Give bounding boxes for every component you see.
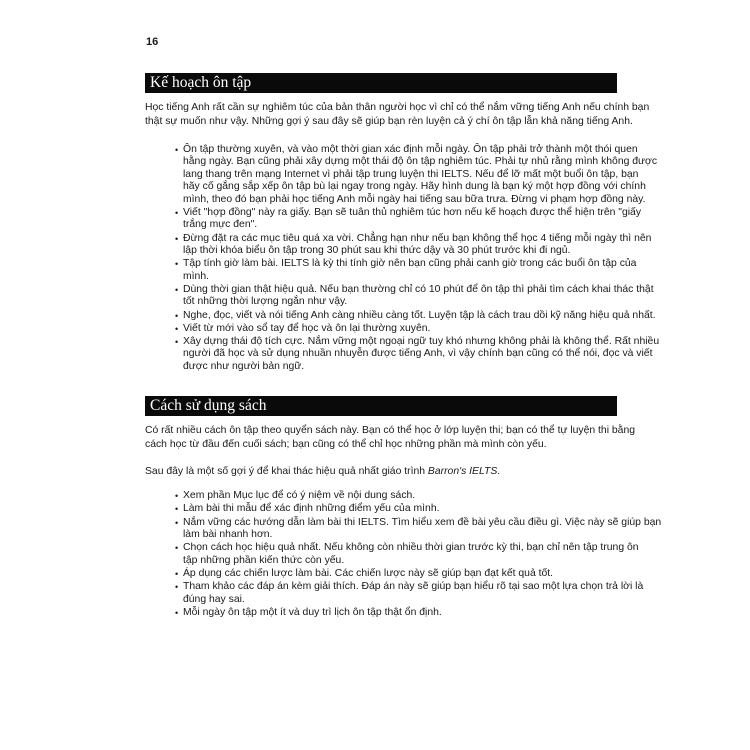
text-line: Xây dựng thái độ tích cực. Nắm vững một ngoại ngữ tuy khó nhưng không phải là không thể. Rất nhiều bbox=[183, 336, 660, 348]
bullet-icon: • bbox=[175, 284, 179, 295]
list-item bbox=[175, 206, 642, 232]
section-heading-how-to-use: Cách sử dụng sách bbox=[145, 396, 617, 416]
list-item bbox=[175, 568, 617, 580]
bullet-icon: • bbox=[175, 233, 179, 244]
list-item bbox=[175, 232, 652, 258]
text-line: Viết từ mới vào sổ tay để học và ôn lại thường xuyên. bbox=[183, 322, 431, 334]
text-line: mình, theo đó bạn phải học tiếng Anh mỗi ngày hai tiếng sau bữa trưa. Đừng vi phạm hợp đồng này. bbox=[183, 193, 646, 205]
section-heading-review-plan: Kế hoạch ôn tập bbox=[145, 73, 617, 93]
bullet-icon: • bbox=[175, 504, 179, 515]
text-line: Tham khảo các đáp án kèm giải thích. Đáp án này sẽ giúp bạn hiểu rõ tại sao một lựa chọn trả lời là bbox=[183, 581, 644, 593]
list-item bbox=[175, 258, 637, 283]
text-line: làm bài nhanh hơn. bbox=[183, 528, 273, 540]
text-line: Áp dụng các chiến lược làm bài. Các chiến lược này sẽ giúp bạn đạt kết quả tốt. bbox=[183, 567, 554, 579]
text-line: được như người bản ngữ. bbox=[183, 360, 305, 372]
bullet-list bbox=[175, 490, 662, 620]
list-item bbox=[175, 607, 617, 619]
list-item bbox=[175, 503, 617, 515]
lead-text: Sau đây là một số gợi ý để khai thác hiệu quả nhất giáo trình bbox=[145, 466, 428, 477]
text-line: thật sự muốn như vậy. Những gợi ý sau đây sẽ giúp bạn rèn luyện cả ý chí ôn tập lẫn khả năng tiếng Anh. bbox=[145, 116, 633, 127]
text-line: Nghe, đọc, viết và nói tiếng Anh càng nhiều càng tốt. Luyện tập là cách trau dồi kỹ năng hiệu quả nhất. bbox=[183, 309, 656, 321]
text-line: tốt những thời lượng ngắn như vậy. bbox=[183, 296, 348, 308]
bullet-icon: • bbox=[175, 517, 179, 528]
book-title: Barron's IELTS bbox=[427, 466, 498, 477]
text-line: lập thời khóa biểu ôn tập trong 30 phút sau khi thức dậy và 30 phút trước khi đi ngủ. bbox=[183, 244, 571, 256]
list-item bbox=[175, 490, 617, 502]
list-item bbox=[175, 283, 654, 309]
bullet-icon: • bbox=[175, 543, 179, 554]
bullet-icon: • bbox=[175, 207, 179, 218]
text-line: Đừng đặt ra các mục tiêu quá xa vời. Chẳng hạn như nếu bạn không thể học 4 tiếng mỗi ngày thì nên bbox=[183, 232, 652, 244]
text-line: cách học từ đầu đến cuối sách; bạn cũng có thể chỉ học những phần mà mình còn yếu. bbox=[145, 439, 547, 450]
text-line: hằng ngày. Bạn cũng phải xây dựng một thái độ ôn tập nghiêm túc. Phải tự nhủ rằng mình không được bbox=[183, 156, 658, 168]
bullet-list bbox=[175, 144, 660, 374]
text-line: người đã học và sử dụng nhuần nhuyễn được tiếng Anh, vì vậy chính bạn cũng có thể nói, đọc và viết bbox=[183, 348, 653, 360]
text-line: mình. bbox=[183, 270, 209, 282]
lead-paragraph bbox=[145, 466, 617, 477]
text-line: Làm bài thi mẫu để xác định những điểm yếu của mình. bbox=[183, 503, 440, 515]
text-line: Có rất nhiều cách ôn tập theo quyển sách này. Bạn có thể học ở lớp luyện thi; bạn có thể tự luyện thi bằng bbox=[145, 425, 636, 436]
list-item bbox=[175, 323, 617, 335]
text-line: hãy cố gắng sắp xếp ôn tập bù lại ngay trong ngày. Hãy hình dung là bạn ký một hợp đồng với chính bbox=[183, 181, 646, 193]
text-line: Dùng thời gian thật hiệu quả. Nếu bạn thường chỉ có 10 phút để ôn tập thì phải tìm cách khai thác thật bbox=[183, 283, 654, 295]
bullet-icon: • bbox=[175, 582, 179, 593]
bullet-icon: • bbox=[175, 310, 179, 321]
text-line: lang thang trên mạng Internet vì phải tập trung luyện thi IELTS. Nếu để lỡ mất một buổi ôn tập, bạn bbox=[183, 168, 639, 180]
text-line: trắng mực đen". bbox=[183, 219, 258, 231]
text-line: Tập tính giờ làm bài. IELTS là kỳ thi tính giờ nên bạn cũng phải canh giờ trong các buổi ôn tập của bbox=[183, 258, 637, 270]
text-line: Xem phần Mục lục để có ý niệm về nội dung sách. bbox=[183, 490, 416, 501]
section-intro bbox=[145, 424, 636, 452]
bullet-icon: • bbox=[175, 323, 179, 334]
text-line: Học tiếng Anh rất cần sự nghiêm túc của bản thân người học vì chỉ có thể nắm vững tiếng Anh nếu chính bạn bbox=[145, 102, 650, 113]
list-item bbox=[175, 581, 644, 606]
text-line: Nắm vững các hướng dẫn làm bài thi IELTS. Tìm hiểu xem đề bài yêu cầu điều gì. Việc này sẽ giúp bạn bbox=[183, 516, 662, 528]
bullet-icon: • bbox=[175, 568, 179, 579]
bullet-icon: • bbox=[175, 145, 179, 155]
text-line: Chọn cách học hiệu quả nhất. Nếu không còn nhiều thời gian trước kỳ thi, bạn chỉ nên tập trung ôn bbox=[183, 542, 639, 554]
section-intro bbox=[145, 101, 650, 129]
text-line: Ôn tập thường xuyên, và vào một thời gian xác định mỗi ngày. Ôn tập phải trở thành một thói quen bbox=[183, 144, 638, 155]
page-number: 16 bbox=[146, 36, 159, 48]
bullet-icon: • bbox=[175, 607, 179, 618]
text-line: đúng hay sai. bbox=[183, 593, 245, 605]
list-item bbox=[175, 542, 639, 567]
list-item bbox=[175, 309, 656, 322]
bullet-icon: • bbox=[175, 491, 179, 501]
list-item bbox=[175, 144, 658, 206]
bullet-icon: • bbox=[175, 259, 179, 270]
bullet-icon: • bbox=[175, 337, 179, 348]
lead-end: . bbox=[497, 466, 501, 477]
list-item bbox=[175, 516, 662, 542]
text-line: Viết "hợp đồng" này ra giấy. Bạn sẽ tuân thủ nghiêm túc hơn nếu kế hoạch được thể hiện trên "giấy bbox=[183, 206, 642, 218]
text-line: Mỗi ngày ôn tập một ít và duy trì lịch ôn tập thật ổn định. bbox=[183, 606, 442, 618]
list-item bbox=[175, 336, 660, 373]
text-line: tập những phần kiến thức còn yếu. bbox=[183, 554, 345, 566]
